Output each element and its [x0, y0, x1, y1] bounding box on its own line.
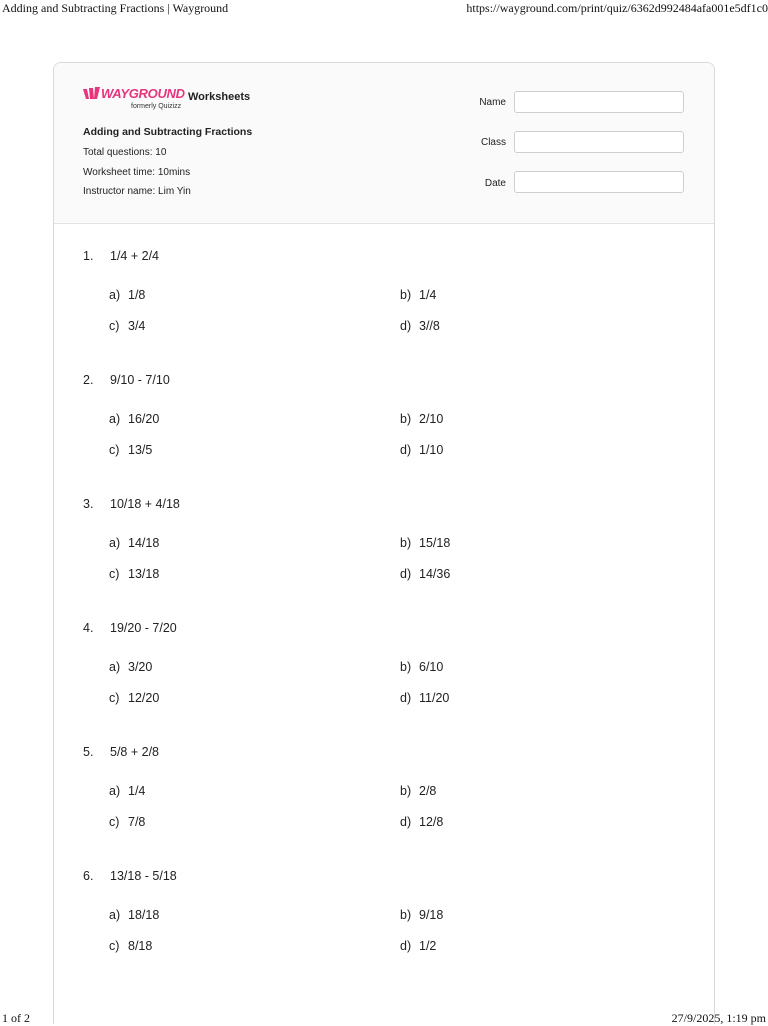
option-letter: b)	[400, 412, 412, 426]
option-c[interactable]	[109, 691, 159, 705]
wayground-logo-icon	[83, 87, 101, 101]
option-letter: c)	[109, 319, 120, 333]
option-d[interactable]	[400, 319, 440, 333]
option-d[interactable]	[400, 815, 443, 829]
option-text: 1/4	[128, 784, 146, 798]
option-a[interactable]	[109, 536, 159, 550]
question-text: 19/20 - 7/20	[110, 621, 177, 635]
print-url: https://wayground.com/print/quiz/6362d992484afa001e5df1c0	[466, 1, 768, 15]
option-text: 3/20	[128, 660, 153, 674]
option-text: 3/4	[128, 319, 146, 333]
brand-name: WAYGROUND	[101, 86, 185, 101]
option-c[interactable]	[109, 443, 152, 457]
option-text: 14/36	[419, 567, 451, 581]
question-text: 13/18 - 5/18	[110, 869, 177, 883]
option-letter: c)	[109, 443, 120, 457]
option-letter: c)	[109, 939, 120, 953]
option-d[interactable]	[400, 939, 436, 953]
option-text: 13/18	[128, 567, 160, 581]
name-label: Name	[479, 97, 506, 108]
class-label: Class	[480, 137, 506, 148]
option-text: 9/18	[419, 908, 444, 922]
name-field[interactable]	[514, 91, 684, 113]
option-letter: d)	[400, 319, 412, 333]
option-d[interactable]	[400, 691, 449, 705]
question-text: 1/4 + 2/4	[110, 249, 159, 263]
option-b[interactable]	[400, 288, 436, 302]
option-letter: b)	[400, 288, 412, 302]
option-c[interactable]	[109, 815, 145, 829]
option-text: 6/10	[419, 660, 444, 674]
option-letter: b)	[400, 784, 412, 798]
option-b[interactable]	[400, 784, 436, 798]
question-number: 5.	[83, 745, 94, 759]
option-letter: d)	[400, 691, 412, 705]
option-b[interactable]	[400, 660, 443, 674]
page-indicator: 1 of 2	[2, 1011, 30, 1025]
option-text: 12/20	[128, 691, 160, 705]
option-d[interactable]	[400, 567, 450, 581]
option-text: 2/8	[419, 784, 437, 798]
brand-product: Worksheets	[188, 91, 251, 103]
option-letter: d)	[400, 815, 412, 829]
option-c[interactable]	[109, 319, 145, 333]
print-page-title: Adding and Subtracting Fractions | Wayground	[2, 1, 229, 15]
option-letter: d)	[400, 939, 412, 953]
worksheet-time: Worksheet time: 10mins	[83, 167, 191, 178]
question-number: 2.	[83, 373, 94, 387]
option-a[interactable]	[109, 660, 152, 674]
date-label: Date	[484, 178, 506, 189]
option-letter: a)	[109, 288, 121, 302]
option-d[interactable]	[400, 443, 443, 457]
option-text: 11/20	[419, 691, 450, 705]
option-letter: c)	[109, 567, 120, 581]
print-timestamp: 27/9/2025, 1:19 pm	[671, 1011, 766, 1025]
option-text: 12/8	[419, 815, 444, 829]
date-field[interactable]	[514, 171, 684, 193]
option-text: 13/5	[128, 443, 153, 457]
option-text: 2/10	[419, 412, 444, 426]
worksheet-header	[54, 63, 714, 224]
option-letter: d)	[400, 567, 412, 581]
question-text: 9/10 - 7/10	[110, 373, 170, 387]
option-letter: a)	[109, 412, 121, 426]
question-number: 3.	[83, 497, 94, 511]
option-text: 3//8	[419, 319, 440, 333]
option-c[interactable]	[109, 567, 159, 581]
option-c[interactable]	[109, 939, 152, 953]
option-letter: b)	[400, 908, 412, 922]
option-text: 1/4	[419, 288, 437, 302]
option-letter: b)	[400, 536, 412, 550]
option-letter: a)	[109, 660, 121, 674]
question-text: 5/8 + 2/8	[110, 745, 159, 759]
option-letter: a)	[109, 536, 121, 550]
instructor-name: Instructor name: Lim Yin	[83, 186, 191, 197]
option-b[interactable]	[400, 536, 450, 550]
brand-subtitle: formerly Quizizz	[131, 103, 182, 110]
print-header	[0, 0, 768, 16]
option-letter: c)	[109, 691, 120, 705]
option-text: 1/8	[128, 288, 146, 302]
question-number: 1.	[83, 249, 94, 263]
option-b[interactable]	[400, 908, 443, 922]
option-text: 7/8	[128, 815, 146, 829]
option-a[interactable]	[109, 288, 145, 302]
option-text: 15/18	[419, 536, 451, 550]
option-a[interactable]	[109, 412, 159, 426]
class-field[interactable]	[514, 131, 684, 153]
option-a[interactable]	[109, 908, 159, 922]
option-text: 8/18	[128, 939, 153, 953]
question-text: 10/18 + 4/18	[110, 497, 180, 511]
brand-lockup	[83, 87, 283, 117]
option-text: 1/2	[419, 939, 437, 953]
option-letter: b)	[400, 660, 412, 674]
option-text: 14/18	[128, 536, 160, 550]
total-questions: Total questions: 10	[83, 147, 167, 158]
option-letter: d)	[400, 443, 412, 457]
option-a[interactable]	[109, 784, 145, 798]
option-b[interactable]	[400, 412, 443, 426]
option-text: 18/18	[128, 908, 160, 922]
option-text: 1/10	[419, 443, 444, 457]
option-letter: a)	[109, 784, 121, 798]
option-letter: a)	[109, 908, 121, 922]
print-footer	[0, 1011, 768, 1025]
question-number: 6.	[83, 869, 94, 883]
option-text: 16/20	[128, 412, 160, 426]
question-number: 4.	[83, 621, 94, 635]
option-letter: c)	[109, 815, 120, 829]
worksheet-title: Adding and Subtracting Fractions	[83, 126, 253, 138]
